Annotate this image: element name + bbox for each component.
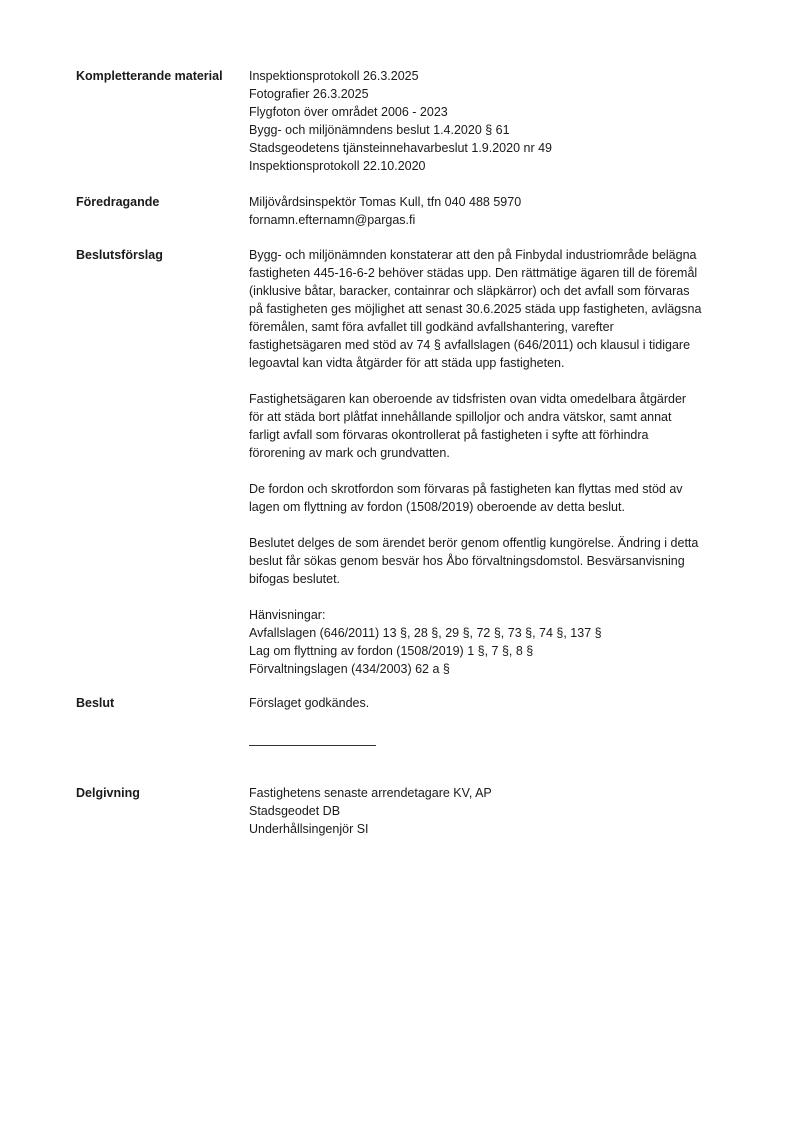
references [249,606,746,678]
material-line: Inspektionsprotokoll 22.10.2020 [249,159,426,173]
reference-line: Lag om flyttning av fordon (1508/2019) 1 §, 7 §, 8 § [249,644,534,658]
text-line: legoavtal kan vidta åtgärder för att städa upp fastigheten. [249,356,565,370]
text-line: beslut får sökas genom besvär hos Åbo förvaltningsdomstol. Besvärsanvisning [249,554,685,568]
presenter-email: fornamn.efternamn@pargas.fi [249,213,416,227]
text-line: föremålen, samt föra avfallet till godkänd avfallshantering, varefter [249,320,614,334]
text-line: Fastighetsägaren kan oberoende av tidsfristen ovan vidta omedelbara åtgärder [249,392,687,406]
section-content [249,694,746,712]
text-line: Bygg- och miljönämnden konstaterar att den på Finbydal industriområde belägna [249,248,697,262]
section-label: Föredragande [76,195,160,209]
section-content [249,193,746,229]
signature-divider [249,745,376,746]
section-label: Beslut [76,696,115,710]
paragraph-4 [249,534,746,588]
material-line: Bygg- och miljönämndens beslut 1.4.2020 § 61 [249,123,510,137]
text-line: Beslutet delges de som ärendet berör genom offentlig kungörelse. Ändring i detta [249,536,699,550]
reference-line: Avfallslagen (646/2011) 13 §, 28 §, 29 §, 72 §, 73 §, 74 §, 137 § [249,626,602,640]
text-line: förorening av mark och grundvatten. [249,446,450,460]
section-label: Delgivning [76,786,140,800]
material-line: Stadsgeodetens tjänsteinnehavarbeslut 1.9.2020 nr 49 [249,141,553,155]
material-line: Flygfoton över området 2006 - 2023 [249,105,448,119]
section-label: Kompletterande material [76,69,223,83]
text-line: De fordon och skrotfordon som förvaras på fastigheten kan flyttas med stöd av [249,482,683,496]
reference-line: Förvaltningslagen (434/2003) 62 a § [249,662,450,676]
recipient-line: Stadsgeodet DB [249,804,341,818]
paragraph-2 [249,390,746,462]
section-content [249,67,746,175]
presenter-name: Miljövårdsinspektör Tomas Kull, tfn 040 488 5970 [249,195,522,209]
paragraph-1 [249,246,746,372]
text-line: farligt avfall som förvaras okontrollerat på fastigheten i syfte att förhindra [249,428,649,442]
section-label: Beslutsförslag [76,248,163,262]
text-line: fastigheten 445-16-6-2 behöver städas upp. Den rättmätige ägaren till de föremål [249,266,698,280]
text-line: lagen om flyttning av fordon (1508/2019) oberoende av detta beslut. [249,500,625,514]
material-line: Inspektionsprotokoll 26.3.2025 [249,69,419,83]
paragraph-3 [249,480,746,516]
section-content [249,246,746,678]
section-content [249,784,746,838]
text-line: fastighetsägaren med stöd av 74 § avfallslagen (646/2011) och klausul i tidigare [249,338,691,352]
material-line: Fotografier 26.3.2025 [249,87,369,101]
text-line: på fastigheten ges möjlighet att senast 30.6.2025 städa upp fastigheten, avlägsna [249,302,702,316]
text-line: bifogas beslutet. [249,572,341,586]
references-heading: Hänvisningar: [249,608,326,622]
recipient-line: Underhållsingenjör SI [249,822,369,836]
decision-text: Förslaget godkändes. [249,696,370,710]
text-line: (inklusive båtar, baracker, containrar och släpkärror) och det avfall som förvaras [249,284,690,298]
text-line: för att städa bort plåtfat innehållande spilloljor och andra vätskor, samt annat [249,410,672,424]
recipient-line: Fastighetens senaste arrendetagare KV, AP [249,786,492,800]
